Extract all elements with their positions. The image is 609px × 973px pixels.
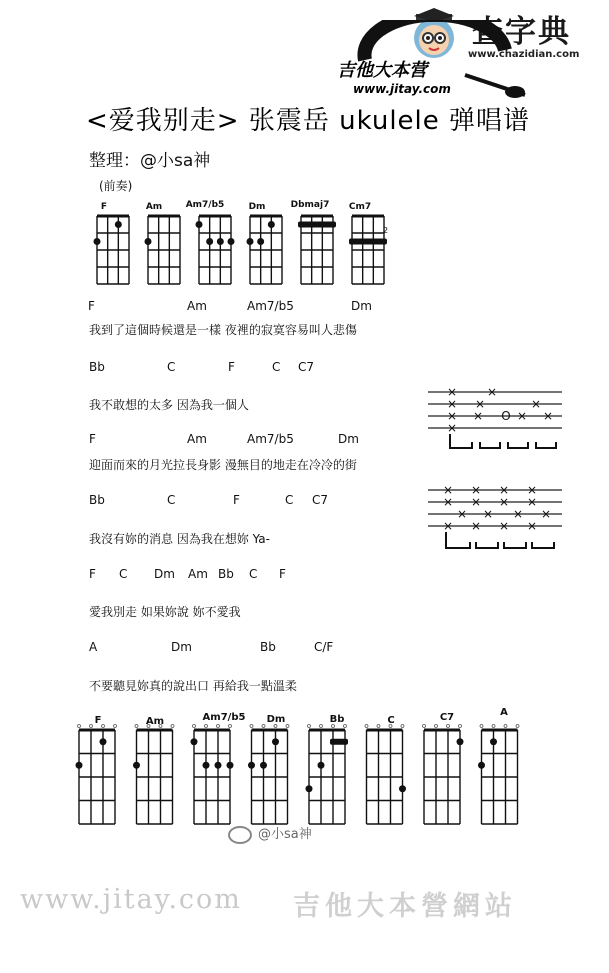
open-string-mark <box>516 725 519 728</box>
site-url: www.jitay.com <box>353 82 451 96</box>
chord: C <box>272 360 281 374</box>
svg-text:×: × <box>530 397 542 411</box>
bottom-chord-7-diagram <box>478 730 518 824</box>
bottom-chord-name: F <box>94 715 102 726</box>
svg-text:×: × <box>526 483 538 497</box>
chord: Dm <box>171 640 192 654</box>
open-string-mark <box>286 725 289 728</box>
open-string-mark <box>459 725 462 728</box>
intro-chord-name: Cm7 <box>348 202 372 212</box>
svg-text:×: × <box>482 507 494 521</box>
bottom-chord-2-diagram <box>191 730 234 824</box>
chord: Bb <box>89 360 105 374</box>
chord: Dm <box>154 567 175 581</box>
brand-url: www.chazidian.com <box>468 49 580 60</box>
fret-number: 2 <box>383 226 389 235</box>
weibo-watermark <box>228 823 312 844</box>
svg-text:×: × <box>446 409 458 423</box>
bottom-chord-4-diagram <box>306 730 349 824</box>
svg-text:×: × <box>498 495 510 509</box>
chord: C <box>119 567 128 581</box>
finger-dot <box>478 762 485 769</box>
strum-pattern-1 <box>428 382 564 454</box>
svg-text:×: × <box>470 519 482 533</box>
svg-text:×: × <box>446 397 458 411</box>
chord: C <box>167 360 176 374</box>
bottom-chord-name: C7 <box>439 712 455 723</box>
chord: Dm <box>351 299 372 313</box>
chord: F <box>89 567 96 581</box>
chord: Am7/b5 <box>247 299 294 313</box>
open-string-mark <box>401 725 404 728</box>
svg-text:×: × <box>470 495 482 509</box>
weibo-icon <box>228 826 252 844</box>
chord: F <box>279 567 286 581</box>
lyric-line: 迎面而來的月光拉長身影 漫無目的地走在冷冷的街 <box>89 458 357 472</box>
finger-dot <box>490 738 497 745</box>
open-string-mark <box>332 725 335 728</box>
lyric-line: 我沒有妳的消息 因為我在想妳 Ya- <box>89 532 270 546</box>
open-string-mark <box>171 725 174 728</box>
lyric-line: 愛我別走 如果妳說 妳不愛我 <box>89 605 241 619</box>
bottom-chord-5-diagram <box>367 730 407 824</box>
bottom-chord-name: Am <box>145 716 165 727</box>
finger-dot <box>457 738 464 745</box>
open-string-mark <box>274 725 277 728</box>
finger-dot <box>227 762 234 769</box>
chord: Am <box>187 299 207 313</box>
open-string-mark <box>435 725 438 728</box>
bottom-chord-6-diagram <box>424 730 464 824</box>
svg-text:×: × <box>512 507 524 521</box>
svg-text:×: × <box>470 483 482 497</box>
bottom-chord-name: Dm <box>266 714 286 725</box>
bottom-chord-name: C <box>387 715 395 726</box>
svg-text:×: × <box>446 385 458 399</box>
open-string-mark <box>78 725 81 728</box>
finger-dot <box>215 762 222 769</box>
chord: Dm <box>338 432 359 446</box>
open-string-mark <box>320 725 323 728</box>
svg-text:×: × <box>446 421 458 435</box>
open-string-mark <box>480 725 483 728</box>
svg-text:×: × <box>442 483 454 497</box>
svg-text:×: × <box>542 409 554 423</box>
chord: Am <box>188 567 208 581</box>
chord: F <box>89 432 96 446</box>
finger-dot <box>248 762 255 769</box>
finger-dot <box>306 785 313 792</box>
open-string-mark <box>423 725 426 728</box>
intro-chord-name: F <box>100 202 108 212</box>
chord: C7 <box>298 360 315 374</box>
strum-pattern-2 <box>428 480 564 552</box>
chord: Bb <box>89 493 105 507</box>
svg-text:×: × <box>472 409 484 423</box>
open-string-mark <box>492 725 495 728</box>
svg-text:×: × <box>498 519 510 533</box>
intro-chord-name: Am7/b5 <box>185 200 225 210</box>
chord: Am <box>187 432 207 446</box>
open-string-mark <box>365 725 368 728</box>
svg-text:O: O <box>501 409 511 423</box>
bottom-chord-0-diagram <box>76 730 116 824</box>
bottom-diagrams-svg <box>70 706 540 830</box>
footer-url: www.jitay.com <box>20 884 242 915</box>
intro-chord-name: Am <box>145 202 163 212</box>
chord: C7 <box>312 493 329 507</box>
open-string-mark <box>147 725 150 728</box>
lyric-line: 我不敢想的太多 因為我一個人 <box>89 398 249 412</box>
svg-text:×: × <box>540 507 552 521</box>
finger-dot <box>100 738 107 745</box>
open-string-mark <box>102 725 105 728</box>
open-string-mark <box>90 725 93 728</box>
svg-text:×: × <box>526 519 538 533</box>
chord: C/F <box>314 640 334 654</box>
open-string-mark <box>250 725 253 728</box>
song-title: <爱我别走> 张震岳 ukulele 弹唱谱 <box>86 106 531 136</box>
lyric-line: 我到了這個時候還是一樣 夜裡的寂寞容易叫人悲傷 <box>89 323 357 337</box>
finger-dot <box>272 738 279 745</box>
chord: C <box>167 493 176 507</box>
site-logo-text: 吉他大本营 <box>337 60 427 81</box>
weibo-handle: @小sa神 <box>258 827 312 842</box>
open-string-mark <box>159 725 162 728</box>
finger-dot <box>399 785 406 792</box>
finger-dot <box>76 762 83 769</box>
open-string-mark <box>504 725 507 728</box>
chord: Bb <box>218 567 234 581</box>
footer-site-name: 吉他大本營網站 <box>293 891 517 922</box>
finger-dot <box>203 762 210 769</box>
chord: C <box>249 567 258 581</box>
chord: F <box>233 493 240 507</box>
brand-cn: 查字典 <box>472 14 571 50</box>
open-string-mark <box>217 725 220 728</box>
intro-chord-name: Dm <box>248 202 266 212</box>
bottom-chord-name: Bb <box>329 714 345 725</box>
chord: F <box>88 299 95 313</box>
finger-dot <box>260 762 267 769</box>
open-string-mark <box>447 725 450 728</box>
bottom-chord-diagrams <box>70 706 540 830</box>
finger-dot <box>318 762 325 769</box>
bottom-chord-1-diagram <box>133 730 173 824</box>
intro-label: (前奏) <box>99 179 133 193</box>
finger-dot <box>133 762 140 769</box>
open-string-mark <box>229 725 232 728</box>
svg-text:×: × <box>516 409 528 423</box>
bottom-chord-3-diagram <box>248 730 288 824</box>
svg-text:×: × <box>474 397 486 411</box>
bottom-chord-name: A <box>500 707 508 718</box>
chord: Am7/b5 <box>247 432 294 446</box>
chord: Bb <box>260 640 276 654</box>
svg-text:×: × <box>456 507 468 521</box>
intro-chord-name: Dbmaj7 <box>290 200 330 210</box>
svg-text:×: × <box>498 483 510 497</box>
svg-text:×: × <box>486 385 498 399</box>
chord: F <box>228 360 235 374</box>
bottom-chord-name: Am7/b5 <box>202 712 246 723</box>
chord: A <box>89 640 98 654</box>
svg-text:×: × <box>442 495 454 509</box>
finger-dot <box>191 738 198 745</box>
arranger: 整理：@小sa神 <box>89 151 211 171</box>
open-string-mark <box>114 725 117 728</box>
lyric-line: 不要聽見妳真的說出口 再給我一點溫柔 <box>89 679 297 693</box>
open-string-mark <box>344 725 347 728</box>
open-string-mark <box>308 725 311 728</box>
svg-text:×: × <box>442 519 454 533</box>
open-string-mark <box>262 725 265 728</box>
open-string-mark <box>135 725 138 728</box>
open-string-mark <box>205 725 208 728</box>
open-string-mark <box>193 725 196 728</box>
open-string-mark <box>389 725 392 728</box>
chord: C <box>285 493 294 507</box>
open-string-mark <box>377 725 380 728</box>
svg-text:×: × <box>526 495 538 509</box>
